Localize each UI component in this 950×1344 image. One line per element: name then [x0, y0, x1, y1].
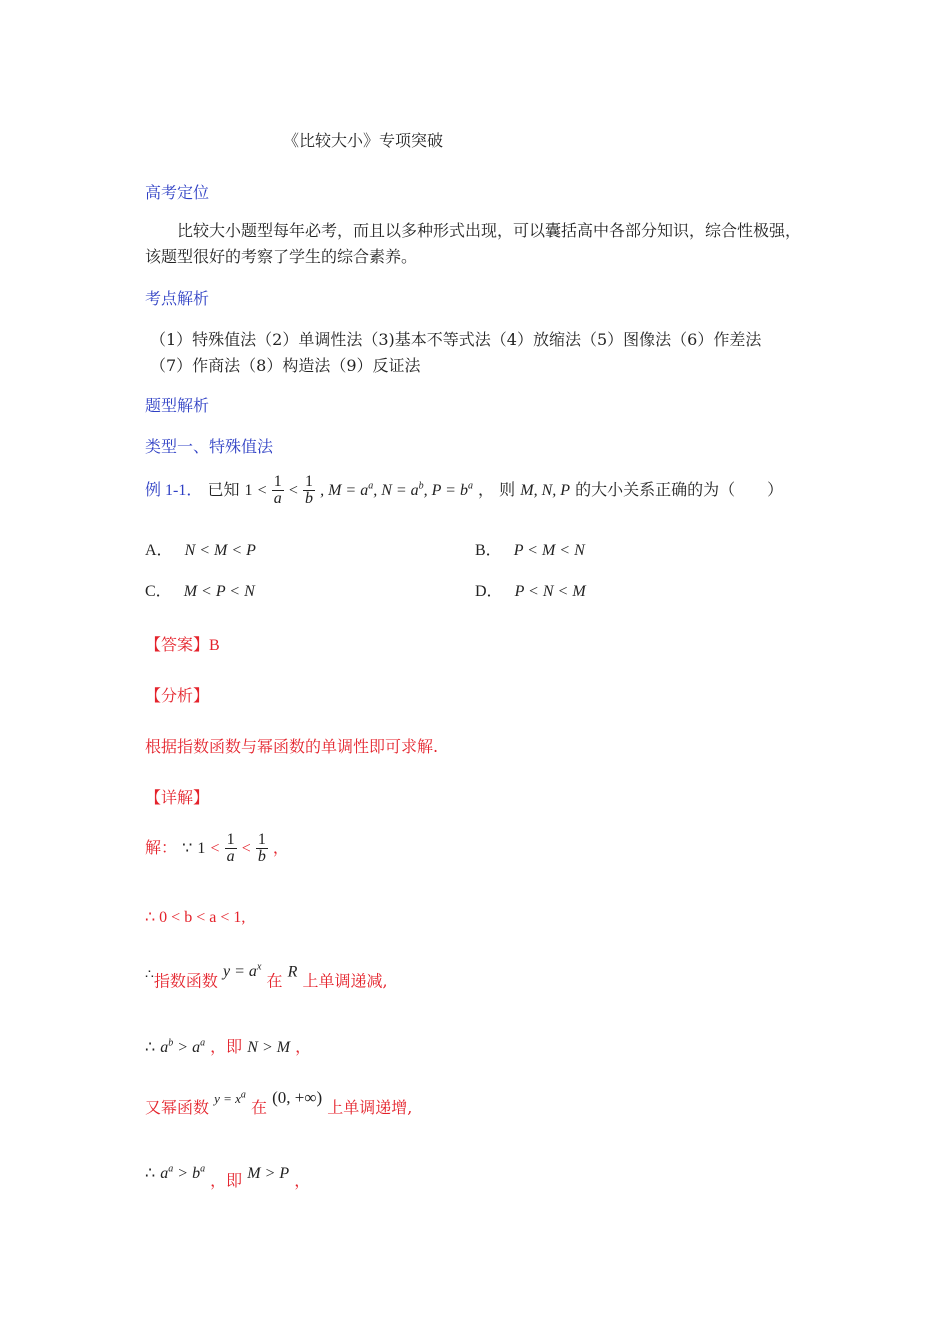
fraction-numerator: 1 [226, 831, 235, 848]
fraction-denominator: b [304, 490, 313, 507]
therefore-symbol: ∴ [145, 967, 154, 983]
detail-step-4 [145, 1034, 311, 1057]
example-prefix: 已知 [207, 480, 240, 499]
comma: ， [272, 840, 289, 857]
example-one: 1 [244, 482, 253, 499]
greater-than: > b [173, 1165, 201, 1182]
inequality [160, 1165, 205, 1182]
function-exponent: x [256, 962, 262, 973]
fraction-numerator: 1 [257, 831, 266, 848]
answer-line [145, 632, 220, 655]
methods-line-2: （7）作商法（8）构造法（9）反证法 [150, 356, 421, 375]
greater-than: > a [173, 1039, 201, 1056]
fraction-numerator: 1 [304, 473, 313, 490]
option-d [475, 578, 586, 601]
answer-tag: 【答案】 [145, 635, 210, 654]
mnp-variables: M, N, P [520, 482, 571, 499]
fraction-one-over-b [256, 832, 268, 865]
function-base: y = a [223, 963, 257, 981]
answer-value: B [209, 637, 220, 654]
comma: ， [478, 480, 495, 499]
gaokao-paragraph: 比较大小题型每年必考，而且以多种形式出现，可以囊括高中各部分知识，综合性极强，该题型很好的考察了学生的综合素养。 [145, 221, 802, 266]
section-tixing: 题型解析 [145, 396, 210, 415]
detail-tag: 【详解】 [145, 788, 210, 807]
exponent: a [200, 1163, 206, 1175]
exponent: a [168, 1163, 174, 1175]
option-label: D． [475, 583, 503, 600]
fraction-denominator: a [273, 490, 282, 507]
detail-step-5 [145, 1088, 412, 1118]
page-title: 《比较大小》专项突破 [283, 131, 444, 150]
step-end: 上单调递减, [302, 971, 388, 991]
step-end: 上单调递增, [327, 1098, 413, 1117]
detail-step-6 [145, 1163, 310, 1191]
methods-line-1: （1）特殊值法（2）单调性法（3)基本不等式法（4）放缩法（5）图像法（6）作差法 [150, 330, 762, 349]
step-prefix: 解： [145, 838, 178, 857]
section-kaodian: 考点解析 [145, 289, 210, 308]
less-than-sign: < [288, 482, 298, 499]
option-b [475, 537, 585, 560]
step-end: ， [294, 1171, 311, 1190]
step-one: 1 [197, 840, 206, 857]
option-c [145, 578, 255, 601]
step-function [214, 1091, 246, 1106]
because-symbol: ∵ [182, 840, 193, 857]
step-result: N > M [247, 1039, 291, 1056]
fraction-one-over-b [303, 474, 315, 507]
analysis-text: 根据指数函数与幂函数的单调性即可求解. [145, 737, 439, 756]
step-text: 指数函数 [153, 971, 218, 991]
fraction-one-over-a [272, 474, 284, 507]
option-label: A． [145, 542, 173, 559]
detail-step-2: ∴ 0 < b < a < 1, [145, 909, 246, 926]
step-in: 在 [266, 971, 283, 991]
detail-step-1 [145, 832, 289, 865]
definitions: , $M = a^a$, $N = a^b$, $P = b^a$ [320, 480, 473, 499]
exponent: a [200, 1037, 206, 1049]
fraction-numerator: 1 [273, 473, 282, 490]
step-end: ， [295, 1037, 312, 1056]
question-text: 的大小关系正确的为（ ） [575, 480, 784, 499]
option-a [145, 537, 256, 560]
example-question [145, 474, 783, 507]
option-label: C． [145, 583, 172, 600]
fraction-denominator: b [257, 848, 266, 865]
analysis-tag: 【分析】 [145, 686, 210, 705]
fraction-one-over-a [225, 832, 237, 865]
step-mid: ，即 [210, 1037, 243, 1056]
section-leixing: 类型一、特殊值法 [145, 437, 274, 456]
therefore-symbol: ∴ [145, 1039, 156, 1056]
section-gaokao: 高考定位 [145, 183, 210, 202]
step-mid: ，即 [210, 1171, 243, 1190]
step-in: 在 [251, 1098, 268, 1117]
less-than-sign: < [210, 840, 220, 857]
ze-text: 则 [499, 480, 516, 499]
inequality [160, 1039, 205, 1056]
less-than-sign: < [257, 482, 267, 499]
base: a [160, 1165, 169, 1182]
function-base: y = x [214, 1091, 241, 1106]
step-result: M > P [247, 1165, 290, 1182]
detail-step-3 [145, 962, 388, 991]
interval: (0, +∞) [272, 1088, 323, 1107]
option-value: P < N < M [514, 583, 586, 600]
step-text: 又幂函数 [145, 1098, 210, 1117]
base: a [160, 1039, 169, 1056]
exponent: b [168, 1037, 174, 1049]
set-r: R [287, 963, 298, 981]
option-value: N < M < P [184, 542, 256, 559]
option-value: P < M < N [513, 542, 585, 559]
step-function [223, 963, 261, 980]
option-label: B． [475, 542, 502, 559]
example-label: 例 1-1． [145, 482, 203, 499]
fraction-denominator: a [226, 848, 235, 865]
option-value: M < P < N [183, 583, 255, 600]
less-than-sign: < [241, 840, 251, 857]
therefore-symbol: ∴ [145, 1165, 156, 1182]
function-exponent: a [240, 1089, 246, 1101]
